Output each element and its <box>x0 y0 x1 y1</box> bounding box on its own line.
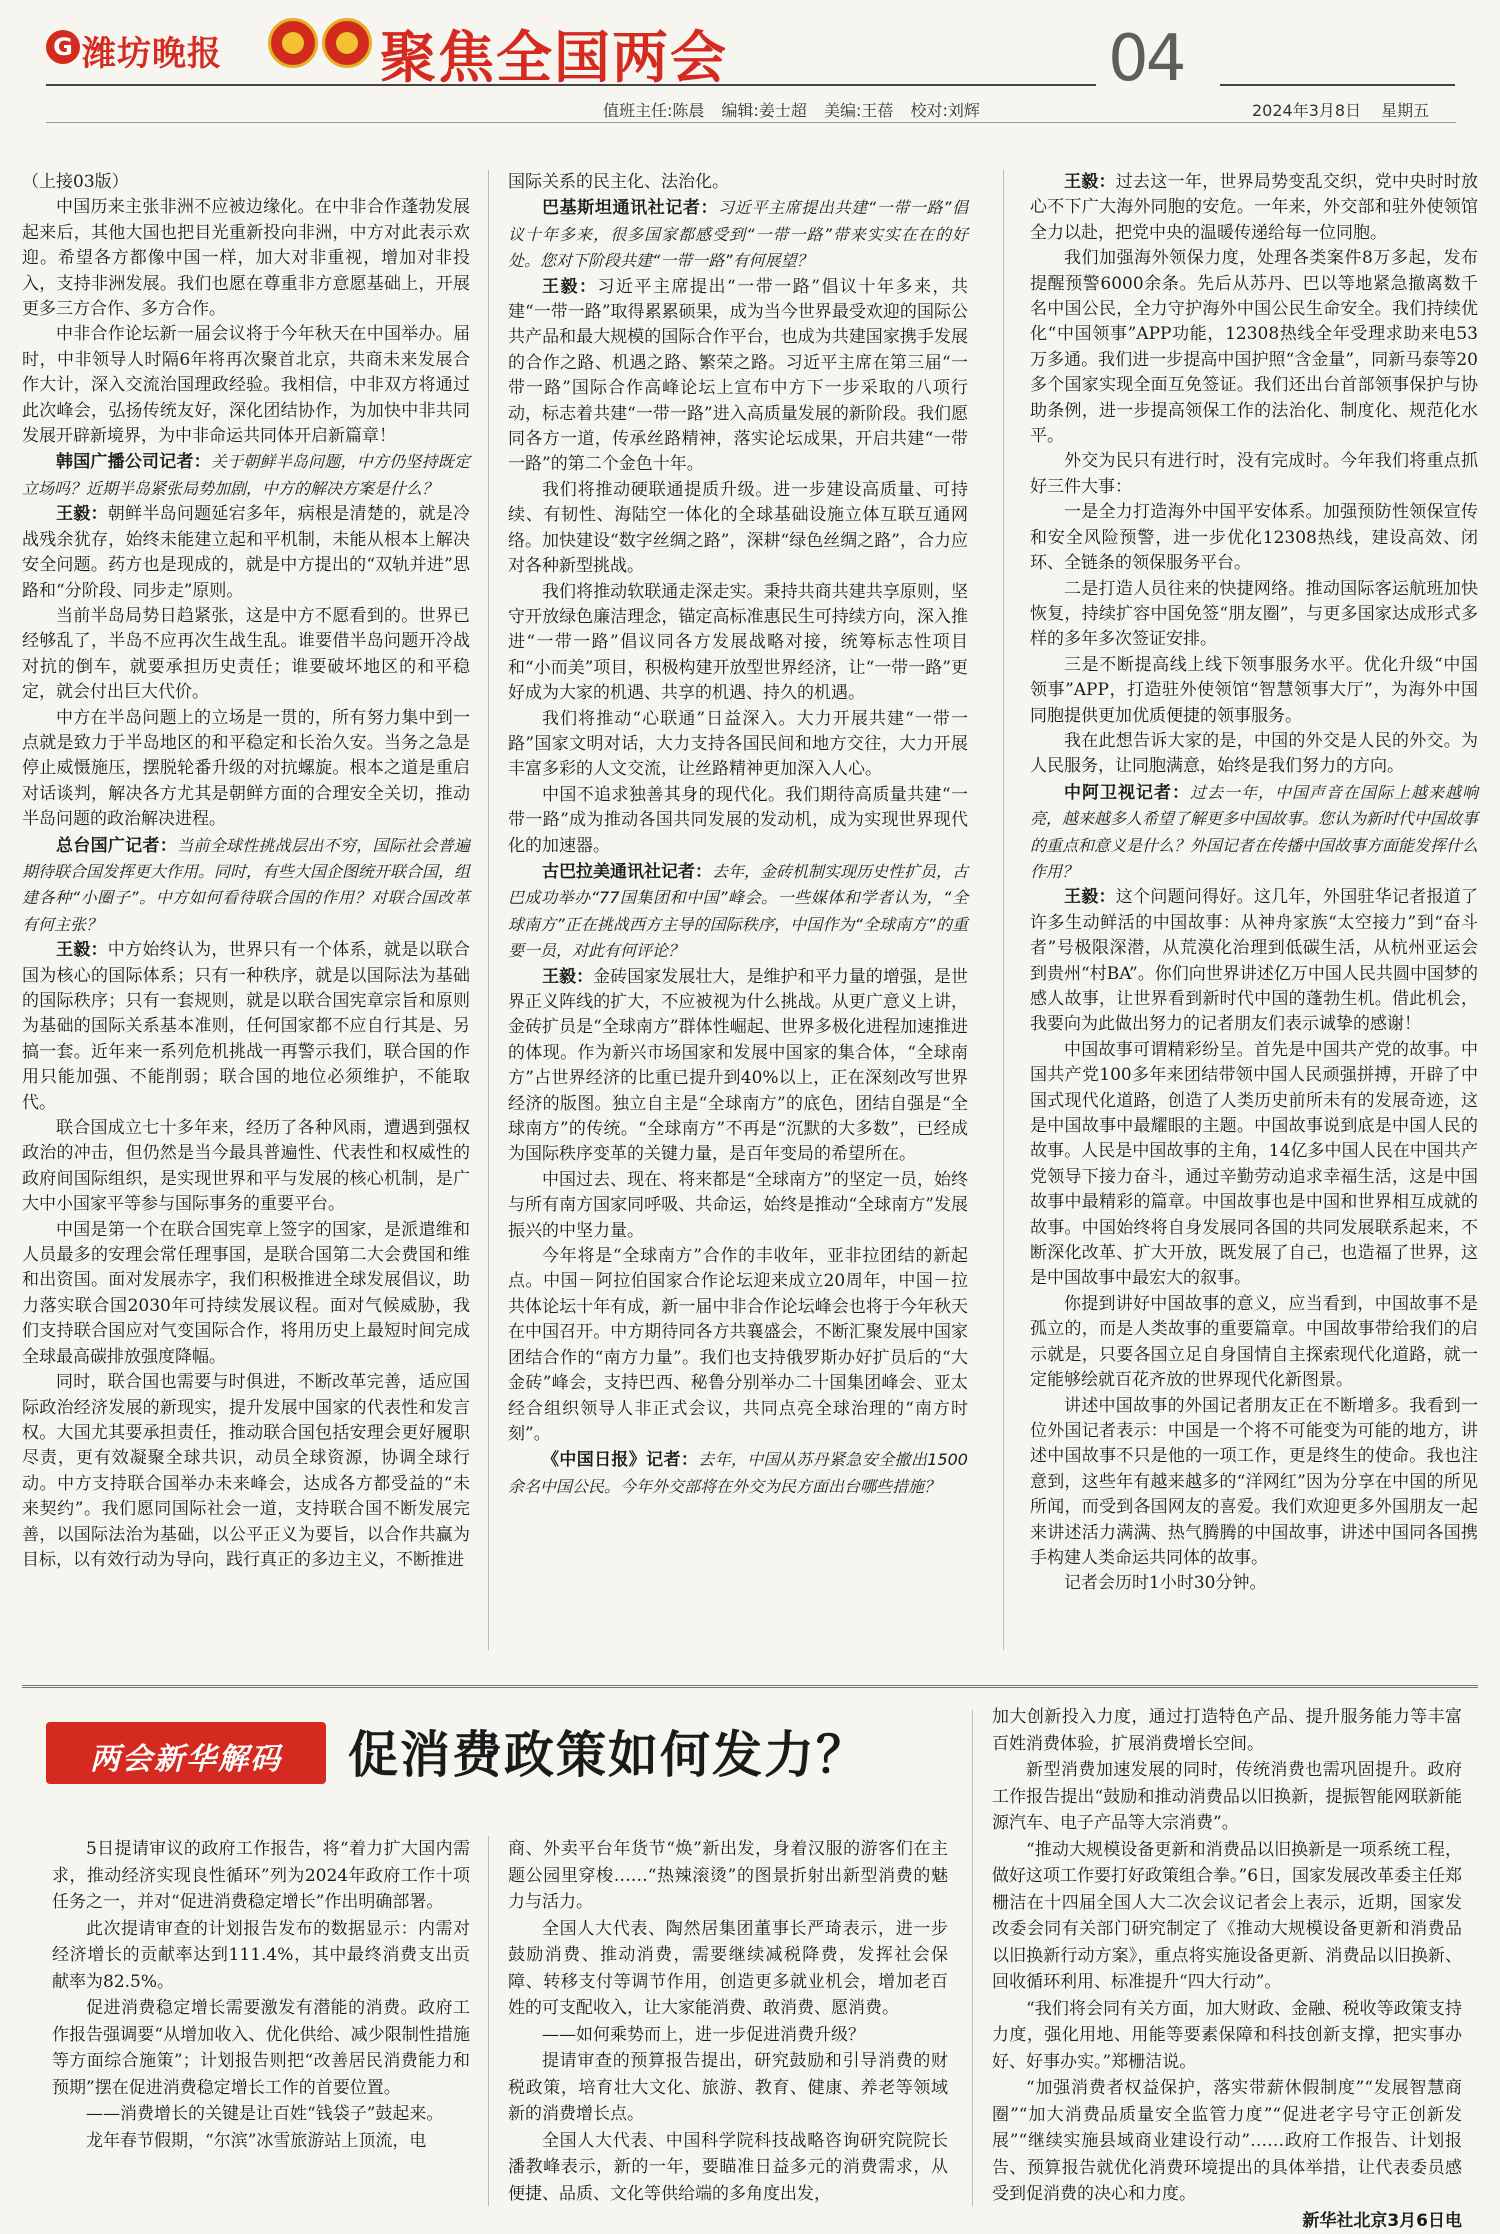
paragraph: 当前半岛局势日趋紧张，这是中方不愿看到的。世界已经够乱了，半岛不应再次生战生乱。谁要借半岛问题开冷战对抗的倒车，就要承担历史责任；谁要破坏地区的和平稳定，就会付出巨大代价。 <box>22 604 470 706</box>
column-divider <box>1003 170 1004 1650</box>
speaker-name: 王毅： <box>542 277 598 297</box>
question-text: 当前全球性挑战层出不穷，国际社会普遍期待联合国发挥更大作用。同时，有些大国企图统开联合国，组建各种“小圈子”。中方如何看待联合国的作用？对联合国改革有何主张？ <box>22 836 470 934</box>
speaker-name: 王毅： <box>1064 887 1116 907</box>
answer-paragraph <box>508 965 968 1168</box>
paragraph: 记者会历时1小时30分钟。 <box>1030 1571 1478 1596</box>
article-column <box>22 170 470 1660</box>
date: 2024年3月8日 <box>1252 101 1361 120</box>
newspaper-logo-icon: G <box>46 30 80 64</box>
paragraph: “推动大规模设备更新和消费品以旧换新是一项系统工程，做好这项工作要打好政策组合拳。”6日，国家发展改革委主任郑栅洁在十四届全国人大二次会议记者会上表示，近期，国家发改委会同有关部门研究制定了《推动大规模设备更新和消费品以旧换新行动方案》，重点将实施设备更新、消费品以旧换新、回收循环利用、标准提升“四大行动”。 <box>992 1837 1462 1996</box>
paragraph: 促进消费稳定增长需要激发有潜能的消费。政府工作报告强调要“从增加收入、优化供给、减少限制性措施等方面综合施策”；计划报告则把“改善居民消费能力和预期”摆在促进消费稳定增长工作的首要位置。 <box>52 1995 470 2101</box>
newspaper-name: 潍坊晚报 <box>82 26 222 75</box>
paragraph: 我们加强海外领保力度，处理各类案件8万多起，发布提醒预警6000余条。先后从苏丹、巴以等地紧急撤离数千名中国公民，全力守护海外中国公民生命安全。我们持续优化“中国领事”APP功能，12308热线全年受理求助来电53万多通。我们进一步提高中国护照“含金量”，同新马泰等20多个国家实现全面互免签证。我们还出台首部领事保护与协助条例，进一步提高领保工作的法治化、制度化、规范化水平。 <box>1030 246 1478 449</box>
paragraph: 全国人大代表、陶然居集团董事长严琦表示，进一步鼓励消费、推动消费，需要继续减税降费，发挥社会保障、转移支付等调节作用，创造更多就业机会，增加老百姓的可支配收入，让大家能消费、敢消费、愿消费。 <box>508 1916 948 2022</box>
staff-credit: 美编:王蓓 <box>824 101 893 120</box>
byline: 新华社北京3月6日电 <box>1302 2208 1462 2234</box>
paragraph: 一是全力打造海外中国平安体系。加强预防性领保宣传和安全风险预警，进一步优化12308热线，建设高效、闭环、全链条的领保服务平台。 <box>1030 500 1478 576</box>
paragraph: （上接03版） <box>22 170 470 195</box>
question-text: 过去一年，中国声音在国际上越来越响亮，越来越多人希望了解更多中国故事。您认为新时代中国故事的重点和意义是什么？外国记者在传播中国故事方面能发挥什么作用？ <box>1030 783 1478 881</box>
article-column <box>52 1836 470 2206</box>
paragraph: 5日提请审议的政府工作报告，将“着力扩大国内需求，推动经济实现良性循环”列为2024年政府工作十项任务之一，并对“促进消费稳定增长”作出明确部署。 <box>52 1836 470 1916</box>
paragraph: 龙年春节假期，“尔滨”冰雪旅游站上顶流，电 <box>52 2128 470 2155</box>
paragraph: 中国过去、现在、将来都是“全球南方”的坚定一员，始终与所有南方国家同呼吸、共命运，始终是推动“全球南方”发展振兴的中坚力量。 <box>508 1168 968 1244</box>
paragraph: 中国故事可谓精彩纷呈。首先是中国共产党的故事。中国共产党100多年来团结带领中国人民顽强拼搏，开辟了中国式现代化道路，创造了人类历史前所未有的发展奇迹，这是中国故事中最耀眼的主题。中国故事说到底是中国人民的故事。人民是中国故事的主角，14亿多中国人民在中国共产党领导下接力奋斗，通过辛勤劳动追求幸福生活，这是中国故事中最精彩的篇章。中国故事也是中国和世界相互成就的故事。中国始终将自身发展同各国的共同发展联系起来，不断深化改革、扩大开放，既发展了自己，也造福了世界，这是中国故事中最宏大的叙事。 <box>1030 1038 1478 1292</box>
paragraph: 中国是第一个在联合国宪章上签字的国家，是派遣维和人员最多的安理会常任理事国，是联合国第二大会费国和维和出资国。面对发展赤字，我们积极推进全球发展倡议，助力落实联合国2030年可持续发展议程。面对气候威胁，我们支持联合国应对气变国际合作，将用历史上最短时间完成全球最高碳排放强度降幅。 <box>22 1218 470 1370</box>
section-title: 聚焦全国两会 <box>380 14 728 94</box>
speaker-name: 王毅： <box>56 504 108 524</box>
section-divider <box>22 1685 1478 1688</box>
question-text: 习近平主席提出共建“一带一路”倡议十年多来，很多国家都感受到“一带一路”带来实实在在的好处。您对下阶段共建“一带一路”有何展望？ <box>508 198 968 270</box>
paragraph: “我们将会同有关方面，加大财政、金融、税收等政策支持力度，强化用地、用能等要素保障和科技创新支撑，把实事办好、好事办实。”郑栅洁说。 <box>992 1996 1462 2076</box>
paragraph: 全国人大代表、中国科学院科技战略咨询研究院院长潘教峰表示，新的一年，要瞄准日益多元的消费需求，从便捷、品质、文化等供给端的多角度出发， <box>508 2128 948 2208</box>
speaker-name: 古巴拉美通讯社记者： <box>542 862 712 882</box>
reporter-question <box>22 449 470 502</box>
answer-text: 金砖国家发展壮大，是维护和平力量的增强，是世界正义阵线的扩大，不应被视为什么挑战。从更广意义上讲，金砖扩员是“全球南方”群体性崛起、世界多极化进程加速推进的体现。作为新兴市场国家和发展中国家的集合体，“全球南方”占世界经济的比重已提升到40%以上，正在深刻改写世界经济的版图。独立自主是“全球南方”的底色，团结自强是“全球南方”的传统。“全球南方”不再是“沉默的大多数”，已经成为国际秩序变革的关键力量，是百年变局的希望所在。 <box>508 967 968 1165</box>
speaker-name: 韩国广播公司记者： <box>56 452 211 472</box>
banner-label: 两会新华解码 <box>46 1734 326 1778</box>
paragraph: 联合国成立七十多年来，经历了各种风雨，遭遇到强权政治的冲击，但仍然是当今最具普遍性、代表性和权威性的政府间国际组织，是实现世界和平与发展的核心机制，是广大中小国家平等参与国际事务的重要平台。 <box>22 1116 470 1218</box>
paragraph: ——消费增长的关键是让百姓“钱袋子”鼓起来。 <box>52 2101 470 2128</box>
paragraph: 我们将推动软联通走深走实。秉持共商共建共享原则，坚守开放绿色廉洁理念，锚定高标准惠民生可持续方向，深入推进“一带一路”倡议同各方发展战略对接，统筹标志性项目和“小而美”项目，积极构建开放型世界经济，让“一带一路”更好成为大家的机遇、共享的机遇、持久的机遇。 <box>508 580 968 707</box>
paragraph: 外交为民只有进行时，没有完成时。今年我们将重点抓好三件大事： <box>1030 449 1478 500</box>
article-headline: 促消费政策如何发力？ <box>348 1715 868 1787</box>
paragraph: “加强消费者权益保护，落实带薪休假制度”“发展智慧商圈”“加大消费品质量安全监管力度”“促进老字号守正创新发展”“继续实施县域商业建设行动”……政府工作报告、计划报告、预算报告就优化消费环境提出的具体举措，让代表委员感受到促消费的决心和力度。 <box>992 2075 1462 2208</box>
paragraph: 我们将推动硬联通提质升级。进一步建设高质量、可持续、有韧性、海陆空一体化的全球基础设施立体互联互通网络。加快建设“数字丝绸之路”，深耕“绿色丝绸之路”，合力应对各种新型挑战。 <box>508 478 968 580</box>
issue-date <box>1252 98 1449 121</box>
reporter-question <box>508 195 968 274</box>
speaker-name: 巴基斯坦通讯社记者： <box>542 198 718 218</box>
staff-credit: 编辑:姜士超 <box>722 101 807 120</box>
reporter-question <box>508 859 968 965</box>
reporter-question <box>22 833 470 939</box>
weekday: 星期五 <box>1381 101 1429 120</box>
reporter-question <box>1030 780 1478 886</box>
article-column <box>1030 170 1478 1660</box>
column-divider <box>972 1710 973 2206</box>
paragraph: 此次提请审查的计划报告发布的数据显示：内需对经济增长的贡献率达到111.4%，其中最终消费支出贡献率为82.5%。 <box>52 1916 470 1996</box>
answer-paragraph <box>22 938 470 1116</box>
answer-paragraph <box>1030 885 1478 1037</box>
column-banner <box>46 1722 326 1784</box>
paragraph: 二是打造人员往来的快捷网络。推动国际客运航班加快恢复，持续扩容中国免签“朋友圈”，与更多国家达成形式多样的多年多次签证安排。 <box>1030 577 1478 653</box>
paragraph: 同时，联合国也需要与时俱进，不断改革完善，适应国际政治经济发展的新现实，提升发展中国家的代表性和发言权。大国尤其要承担责任，推动联合国包括安理会更好履职尽责，更有效凝聚全球共识，动员全球资源，协调全球行动。中方支持联合国举办未来峰会，达成各方都受益的“未来契约”。我们愿同国际社会一道，支持联合国不断发展完善，以国际法治为基础，以公平正义为要旨，以合作共赢为目标，以有效行动为导向，践行真正的多边主义，不断推进 <box>22 1370 470 1573</box>
header-rule <box>46 84 1096 86</box>
paragraph: 加大创新投入力度，通过打造特色产品、提升服务能力等丰富百姓消费体验，扩展消费增长空间。 <box>992 1704 1462 1757</box>
column-divider <box>488 1836 489 2206</box>
staff-credit: 校对:刘辉 <box>911 101 980 120</box>
answer-text: 习近平主席提出“一带一路”倡议十年多来，共建“一带一路”取得累累硕果，成为当今世界最受欢迎的国际公共产品和最大规模的国际合作平台，也成为共建国家携手发展的合作之路、机遇之路、繁荣之路。习近平主席在第三届“一带一路”国际合作高峰论坛上宣布中方下一步采取的八项行动，标志着共建“一带一路”进入高质量发展的新阶段。我们愿同各方一道，传承丝路精神，落实论坛成果，开启共建“一带一路”的第二个金色十年。 <box>508 277 968 475</box>
national-emblem-icon <box>268 18 318 68</box>
header-rule <box>1220 84 1455 86</box>
cppcc-emblem-icon <box>322 18 372 68</box>
answer-paragraph <box>508 275 968 478</box>
answer-paragraph <box>22 502 470 604</box>
article-column <box>508 1836 948 2206</box>
speaker-name: 中阿卫视记者： <box>1064 783 1190 803</box>
staff-credits <box>603 98 980 121</box>
speaker-name: 王毅： <box>542 967 593 987</box>
paragraph: 中国历来主张非洲不应被边缘化。在中非合作蓬勃发展起来后，其他大国也把目光重新投向非洲，中方对此表示欢迎。希望各方都像中国一样，加大对非重视，增加对非投入，支持非洲发展。我们也愿在尊重非方意愿基础上，开展更多三方合作、多方合作。 <box>22 195 470 322</box>
reporter-question <box>508 1447 968 1500</box>
paragraph: 中国不追求独善其身的现代化。我们期待高质量共建“一带一路”成为推动各国共同发展的发动机，成为实现世界现代化的加速器。 <box>508 783 968 859</box>
paragraph: ——如何乘势而上，进一步促进消费升级？ <box>508 2022 948 2049</box>
speaker-name: 《中国日报》记者： <box>542 1450 698 1470</box>
paragraph: 我在此想告诉大家的是，中国的外交是人民的外交。为人民服务，让同胞满意，始终是我们努力的方向。 <box>1030 729 1478 780</box>
paragraph: 国际关系的民主化、法治化。 <box>508 170 968 195</box>
column-divider <box>488 170 489 1650</box>
paragraph: 讲述中国故事的外国记者朋友正在不断增多。我看到一位外国记者表示：中国是一个将不可能变为可能的地方，讲述中国故事不只是他的一项工作，更是终生的使命。我也注意到，这些年有越来越多的“洋网红”因为分享在中国的所见所闻，而受到各国网友的喜爱。我们欢迎更多外国朋友一起来讲述活力满满、热气腾腾的中国故事，讲述中国同各国携手构建人类命运共同体的故事。 <box>1030 1394 1478 1572</box>
paragraph: 提请审查的预算报告提出，研究鼓励和引导消费的财税政策，培育壮大文化、旅游、教育、健康、养老等领域新的消费增长点。 <box>508 2048 948 2128</box>
speaker-name: 王毅： <box>1064 172 1116 192</box>
answer-paragraph <box>1030 170 1478 246</box>
article-column <box>508 170 968 1660</box>
header-rule <box>46 122 1456 123</box>
paragraph: 我们将推动“心联通”日益深入。大力开展共建“一带一路”国家文明对话，大力支持各国民间和地方交往，大力开展丰富多彩的人文交流，让丝路精神更加深入人心。 <box>508 707 968 783</box>
staff-credit: 值班主任:陈晨 <box>603 101 704 120</box>
paragraph: 新型消费加速发展的同时，传统消费也需巩固提升。政府工作报告提出“鼓励和推动消费品以旧换新，提振智能网联新能源汽车、电子产品等大宗消费”。 <box>992 1757 1462 1837</box>
answer-text: 中方始终认为，世界只有一个体系，就是以联合国为核心的国际体系；只有一种秩序，就是以国际法为基础的国际秩序；只有一套规则，就是以联合国宪章宗旨和原则为基础的国际关系基本准则，任何国家都不应自行其是、另搞一套。近年来一系列危机挑战一再警示我们，联合国的作用只能加强、不能削弱；联合国的地位必须维护，不能取代。 <box>22 940 470 1112</box>
paragraph: 三是不断提高线上线下领事服务水平。优化升级“中国领事”APP，打造驻外使领馆“智慧领事大厅”，为海外中国同胞提供更加优质便捷的领事服务。 <box>1030 653 1478 729</box>
speaker-name: 王毅： <box>56 940 108 960</box>
answer-text: 过去这一年，世界局势变乱交织，党中央时时放心不下广大海外同胞的安危。一年来，外交部和驻外使领馆全力以赴，把党中央的温暖传递给每一位同胞。 <box>1030 172 1478 243</box>
paragraph: 中非合作论坛新一届会议将于今年秋天在中国举办。届时，中非领导人时隔6年将再次聚首北京，共商未来发展合作大计，深入交流治国理政经验。我相信，中非双方将通过此次峰会，弘扬传统友好，深化团结协作，为加快中非共同发展开辟新境界，为中非命运共同体开启新篇章！ <box>22 322 470 449</box>
paragraph: 今年将是“全球南方”合作的丰收年，亚非拉团结的新起点。中国－阿拉伯国家合作论坛迎来成立20周年，中国－拉共体论坛十年有成，新一届中非合作论坛峰会也将于今年秋天在中国召开。中方期待同各方共襄盛会，不断汇聚发展中国家团结合作的“南方力量”。我们也支持俄罗斯办好扩员后的“大金砖”峰会，支持巴西、秘鲁分别举办二十国集团峰会、亚太经合组织领导人非正式会议，共同点亮全球治理的“南方时刻”。 <box>508 1244 968 1447</box>
paragraph: 商、外卖平台年货节“焕”新出发，身着汉服的游客们在主题公园里穿梭……“热辣滚烫”的图景折射出新型消费的魅力与活力。 <box>508 1836 948 1916</box>
question-text: 关于朝鲜半岛问题，中方仍坚持既定立场吗？近期半岛紧张局势加剧，中方的解决方案是什么？ <box>22 452 470 497</box>
question-text: 去年，金砖机制实现历史性扩员，古巴成功举办“77国集团和中国”峰会。一些媒体和学者认为，“全球南方”正在挑战西方主导的国际秩序，中国作为“全球南方”的重要一员，对此有何评论？ <box>508 862 968 960</box>
masthead <box>0 0 1500 130</box>
page-number: 04 <box>1108 22 1183 96</box>
question-text: 去年，中国从苏丹紧急安全撤出1500余名中国公民。今年外交部将在外交为民方面出台哪些措施？ <box>508 1450 968 1495</box>
paragraph: 中方在半岛问题上的立场是一贯的，所有努力集中到一点就是致力于半岛地区的和平稳定和长治久安。当务之急是停止威慑施压，摆脱轮番升级的对抗螺旋。根本之道是重启对话谈判，解决各方尤其是朝鲜方面的合理安全关切，推动半岛问题的政治解决进程。 <box>22 706 470 833</box>
article-column <box>992 1704 1462 2206</box>
speaker-name: 总台国广记者： <box>56 836 177 856</box>
paragraph: 你提到讲好中国故事的意义，应当看到，中国故事不是孤立的，而是人类故事的重要篇章。中国故事带给我们的启示就是，只要各国立足自身国情自主探索现代化道路，就一定能够绘就百花齐放的世界现代化新图景。 <box>1030 1292 1478 1394</box>
answer-text: 这个问题问得好。这几年，外国驻华记者报道了许多生动鲜活的中国故事：从神舟家族“太空接力”到“奋斗者”号极限深潜，从荒漠化治理到低碳生活，从杭州亚运会到贵州“村BA”。你们向世界讲述亿万中国人民共圆中国梦的感人故事，让世界看到新时代中国的蓬勃生机。借此机会，我要向为此做出努力的记者朋友们表示诚挚的感谢！ <box>1030 887 1478 1034</box>
answer-text: 朝鲜半岛问题延宕多年，病根是清楚的，就是冷战残余犹存，始终未能建立起和平机制，未能从根本上解决安全问题。药方也是现成的，就是中方提出的“双轨并进”思路和“分阶段、同步走”原则。 <box>22 504 470 600</box>
